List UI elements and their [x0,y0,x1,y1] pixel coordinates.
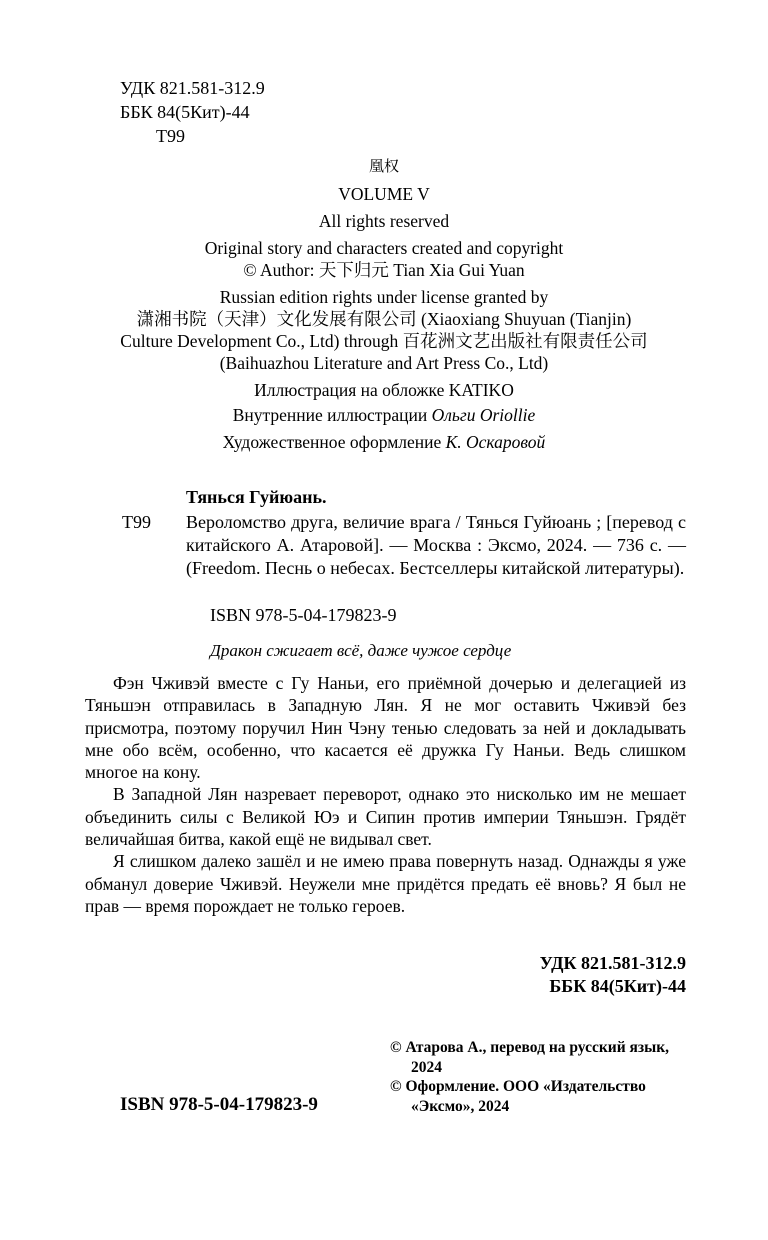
udk-code-bottom: УДК 821.581-312.9 [539,953,686,973]
author-sign-code: Т99 [156,126,185,146]
bbk-code: ББК 84(5Кит)-44 [120,102,250,122]
top-bibliographic-codes [120,76,265,148]
original-title-cjk: 凰权 [368,159,399,175]
copyright-translation-line1: © Атарова А., перевод на русский язык, [390,1039,670,1056]
copyright-design-line1: © Оформление. ООО «Издательство [390,1078,646,1095]
design-credit [0,431,768,453]
cover-illustration-credit: Иллюстрация на обложке KATIKO [254,380,514,400]
annotation-paragraph-3: Я слишком далеко зашёл и не имею права повернуть назад. Однажды я уже обманул доверие Чживэй. Неужели мне придётся предать её вновь? Я был не прав — время порождает не только героев. [85,851,686,916]
bottom-bibliographic-codes [540,952,686,998]
catalog-entry-label: Т99 [122,512,151,532]
copyright-translation-line2: 2024 [411,1058,442,1076]
catalog-author-header: Тянься Гуйюань. [186,487,327,507]
licensor-line-3: (Baihuazhou Literature and Art Press Co., Ltd) [219,353,549,373]
annotation-paragraph-2: В Западной Лян назревает переворот, однако это нисколько им не мешает объединить силы с Великой Юэ и Сипин против империи Тяньшэн. Грядёт величайшая битва, какой ещё не видывал свет. [85,784,686,850]
author-copyright-line: © Author: 天下归元 Tian Xia Gui Yuan [243,260,525,280]
licensor-line-2: Culture Development Co., Ltd) through 百花洲文艺出版社有限责任公司 [120,331,648,351]
bbk-code-bottom: ББК 84(5Кит)-44 [549,976,686,996]
copyright-block [390,1038,669,1116]
design-prefix: Художественное оформление [222,432,446,452]
annotation-block [85,672,686,917]
imprint-block [0,156,768,453]
epigraph: Дракон сжигает всё, даже чужое сердце [210,641,512,660]
interior-illustrations-credit [0,404,768,426]
rights-reserved-line: All rights reserved [318,211,450,231]
volume-label: VOLUME V [338,184,430,204]
license-intro-line: Russian edition rights under license granted by [219,287,549,307]
udk-code: УДК 821.581-312.9 [120,78,265,98]
design-name: К. Оскаровой [445,432,546,452]
copyright-design-line2: «Эксмо», 2024 [411,1097,510,1115]
annotation-paragraph-1: Фэн Чживэй вместе с Гу Наньи, его приёмной дочерью и делегацией из Тяньшэн отправилась в Западную Лян. Я не мог оставить Чживэй без присмотра, поэтому поручил Нин Чэну тенью следовать за ней и докладывать мне обо всём, особенно, что касается её дружка Гу Наньи. Ведь слишком многое на кону. [85,673,686,783]
isbn-bottom: ISBN 978-5-04-179823-9 [120,1094,318,1115]
interior-illustrations-name: Ольги Oriollie [431,405,536,425]
interior-illustrations-prefix: Внутренние иллюстрации [232,405,432,425]
catalog-entry-text: Вероломство друга, величие врага / Тянься Гуйюань ; [перевод с китайского А. Атаровой]. — Москва : Эксмо, 2024. — 736 с. — (Freedom. Песнь о небесах. Бестселлеры китайской литературы). [186,512,686,578]
licensor-line-1: 潇湘书院（天津）文化发展有限公司 (Xiaoxiang Shuyuan (Tianjin) [136,309,632,329]
original-copyright-line: Original story and characters created and copyright [204,238,564,258]
catalog-isbn: ISBN 978-5-04-179823-9 [210,605,397,625]
